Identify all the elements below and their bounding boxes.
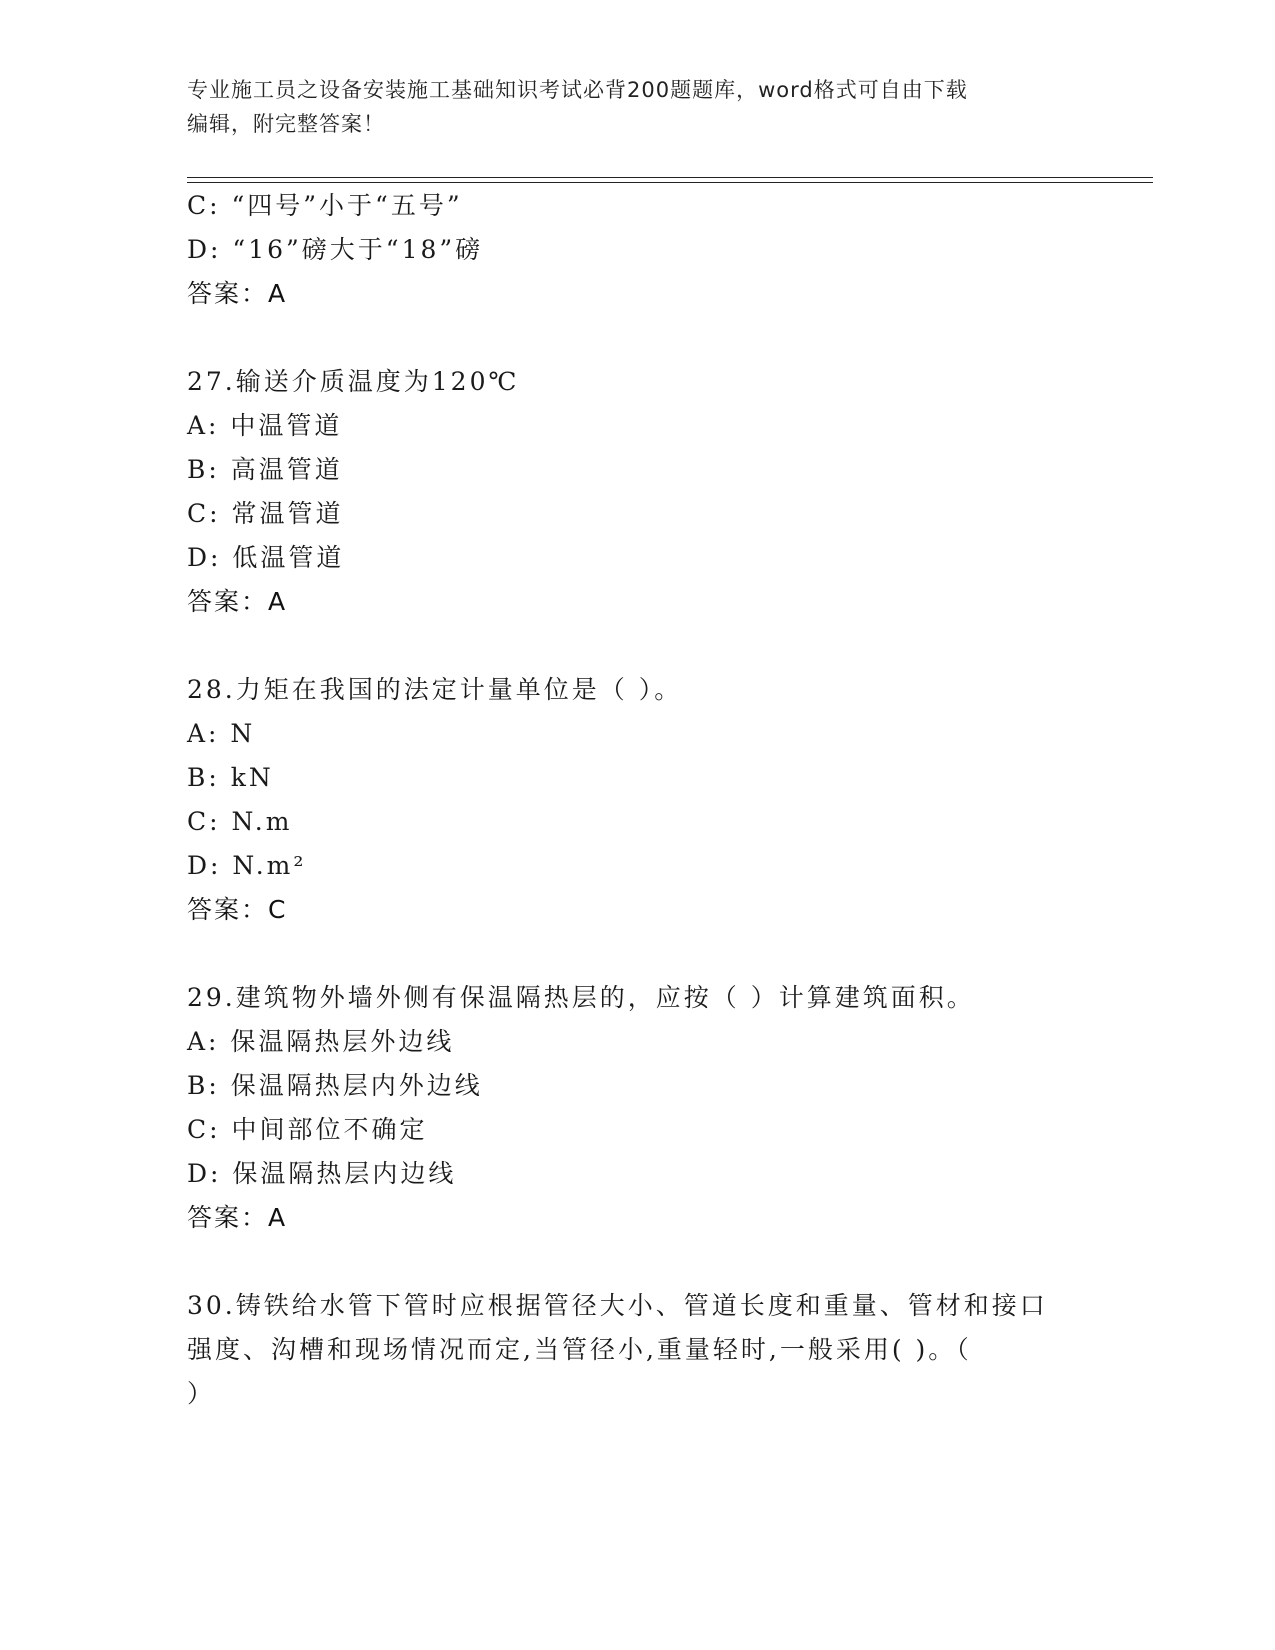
q30-question-line1: 30.铸铁给水管下管时应根据管径大小、管道长度和重量、管材和接口 [187, 1291, 1048, 1320]
header-title-line1: 专业施工员之设备安装施工基础知识考试必背200题题库，word格式可自由下载 [187, 78, 968, 102]
q28-option-c: C: N.m [187, 807, 293, 836]
q29-answer: 答案：A [187, 1203, 288, 1232]
q29-option-d: D: 保温隔热层内边线 [187, 1159, 457, 1188]
q27-option-c: C: 常温管道 [187, 499, 344, 528]
q29-option-c: C: 中间部位不确定 [187, 1115, 428, 1144]
q26-option-d: D: “16”磅大于“18”磅 [187, 235, 484, 264]
header-title-line2: 编辑，附完整答案！ [187, 112, 385, 136]
q29-option-a: A: 保温隔热层外边线 [187, 1027, 455, 1056]
q27-option-a: A: 中温管道 [187, 411, 343, 440]
q28-option-d: D: N.m² [187, 851, 307, 880]
header-divider-bottom [187, 182, 1153, 183]
q27-answer: 答案：A [187, 587, 288, 616]
q27-option-b: B: 高温管道 [187, 455, 343, 484]
page-header [187, 73, 1067, 141]
q29-option-b: B: 保温隔热层内外边线 [187, 1071, 483, 1100]
q27-option-d: D: 低温管道 [187, 543, 345, 572]
q28-answer: 答案：C [187, 895, 288, 924]
q28-question: 28.力矩在我国的法定计量单位是（ ）。 [187, 675, 683, 704]
q27-question: 27.输送介质温度为120℃ [187, 367, 520, 396]
q26-answer: 答案：A [187, 279, 288, 308]
q28-option-a: A: N [187, 719, 256, 748]
q30-question-line2: 强度、沟槽和现场情况而定,当管径小,重量轻时,一般采用( )。（ [187, 1335, 972, 1364]
q28-option-b: B: kN [187, 763, 274, 792]
q29-question: 29.建筑物外墙外侧有保温隔热层的，应按（ ）计算建筑面积。 [187, 983, 975, 1012]
q26-option-c: C: “四号”小于“五号” [187, 191, 463, 220]
header-divider-top [187, 177, 1153, 178]
q30-question-line3: ） [187, 1379, 216, 1408]
